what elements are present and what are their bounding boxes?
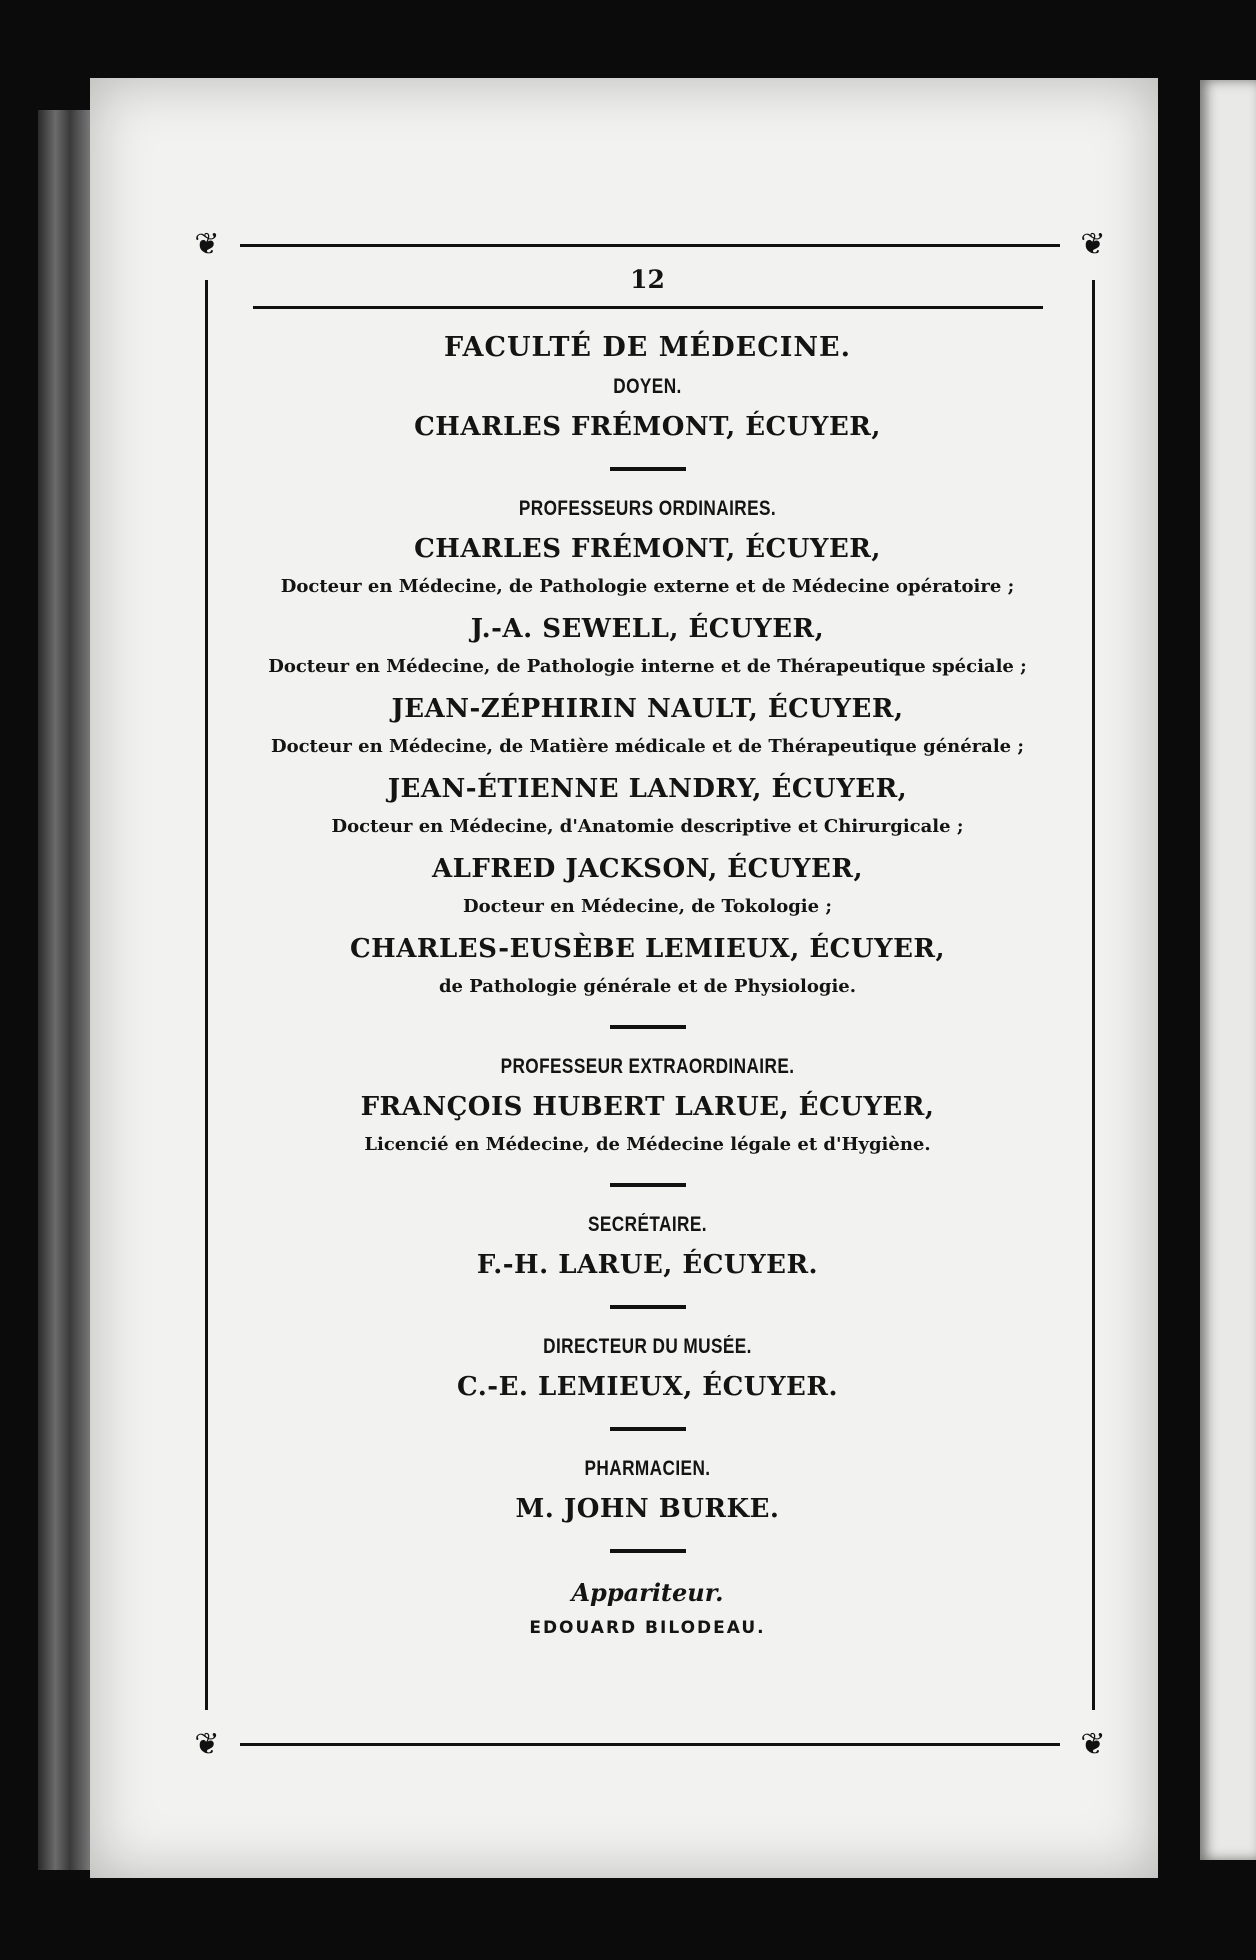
border-right-rule [1092,280,1095,1710]
header-rule [253,306,1043,309]
appariteur-name: EDOUARD BILODEAU. [529,1618,766,1638]
extraordinary-professor-description: Licencié en Médecine, de Médecine légale et d'Hygiène. [364,1134,931,1155]
section-divider [610,1305,686,1309]
section-divider [610,1025,686,1029]
section-divider [610,1427,686,1431]
professeur-extraordinaire-label: PROFESSEUR EXTRAORDINAIRE. [500,1055,795,1078]
section-divider [610,1183,686,1187]
doyen-label: DOYEN. [613,375,682,398]
page-content [240,262,1055,1643]
professor-description: Docteur en Médecine, de Tokologie ; [462,896,833,917]
professor-name: ALFRED JACKSON, ÉCUYER, [431,854,864,884]
facing-page-edge [1200,80,1256,1860]
border-left-rule [205,280,208,1710]
extraordinary-professor-name: FRANÇOIS HUBERT LARUE, ÉCUYER, [360,1092,935,1122]
corner-ornament-icon: ❦ [194,1727,220,1762]
directeur-musee-name: C.-E. LEMIEUX, ÉCUYER. [456,1372,839,1402]
professor-name: JEAN-ÉTIENNE LANDRY, ÉCUYER, [387,774,908,804]
professor-description: Docteur en Médecine, de Pathologie externe et de Médecine opératoire ; [280,576,1015,597]
professor-name: JEAN-ZÉPHIRIN NAULT, ÉCUYER, [391,694,904,724]
faculty-title: FACULTÉ DE MÉDECINE. [443,332,852,363]
professor-description: de Pathologie générale et de Physiologie. [438,976,857,997]
section-divider [610,467,686,471]
secretaire-label: SECRÉTAIRE. [587,1213,708,1236]
appariteur-label: Appariteur. [571,1578,724,1607]
section-divider [610,1549,686,1553]
directeur-musee-label: DIRECTEUR DU MUSÉE. [543,1335,752,1358]
secretaire-name: F.-H. LARUE, ÉCUYER. [476,1250,819,1280]
pharmacien-label: PHARMACIEN. [584,1457,711,1480]
corner-ornament-icon: ❦ [1080,227,1106,262]
corner-ornament-icon: ❦ [194,227,220,262]
border-bottom-rule [240,1743,1060,1746]
professor-name: CHARLES FRÉMONT, ÉCUYER, [414,534,881,564]
pharmacien-name: M. JOHN BURKE. [515,1494,780,1524]
doyen-name: CHARLES FRÉMONT, ÉCUYER, [414,412,881,442]
professeurs-ordinaires-label: PROFESSEURS ORDINAIRES. [518,497,777,520]
professor-name: CHARLES-EUSÈBE LEMIEUX, ÉCUYER, [349,934,946,964]
professor-description: Docteur en Médecine, d'Anatomie descriptive et Chirurgicale ; [331,816,964,837]
professor-name: J.-A. SEWELL, ÉCUYER, [470,614,825,644]
border-top-rule [240,244,1060,247]
page-number: 12 [630,265,665,294]
professor-description: Docteur en Médecine, de Pathologie interne et de Thérapeutique spéciale ; [268,656,1027,677]
professor-description: Docteur en Médecine, de Matière médicale et de Thérapeutique générale ; [270,736,1025,757]
book-spine-edge [38,110,96,1870]
corner-ornament-icon: ❦ [1080,1727,1106,1762]
